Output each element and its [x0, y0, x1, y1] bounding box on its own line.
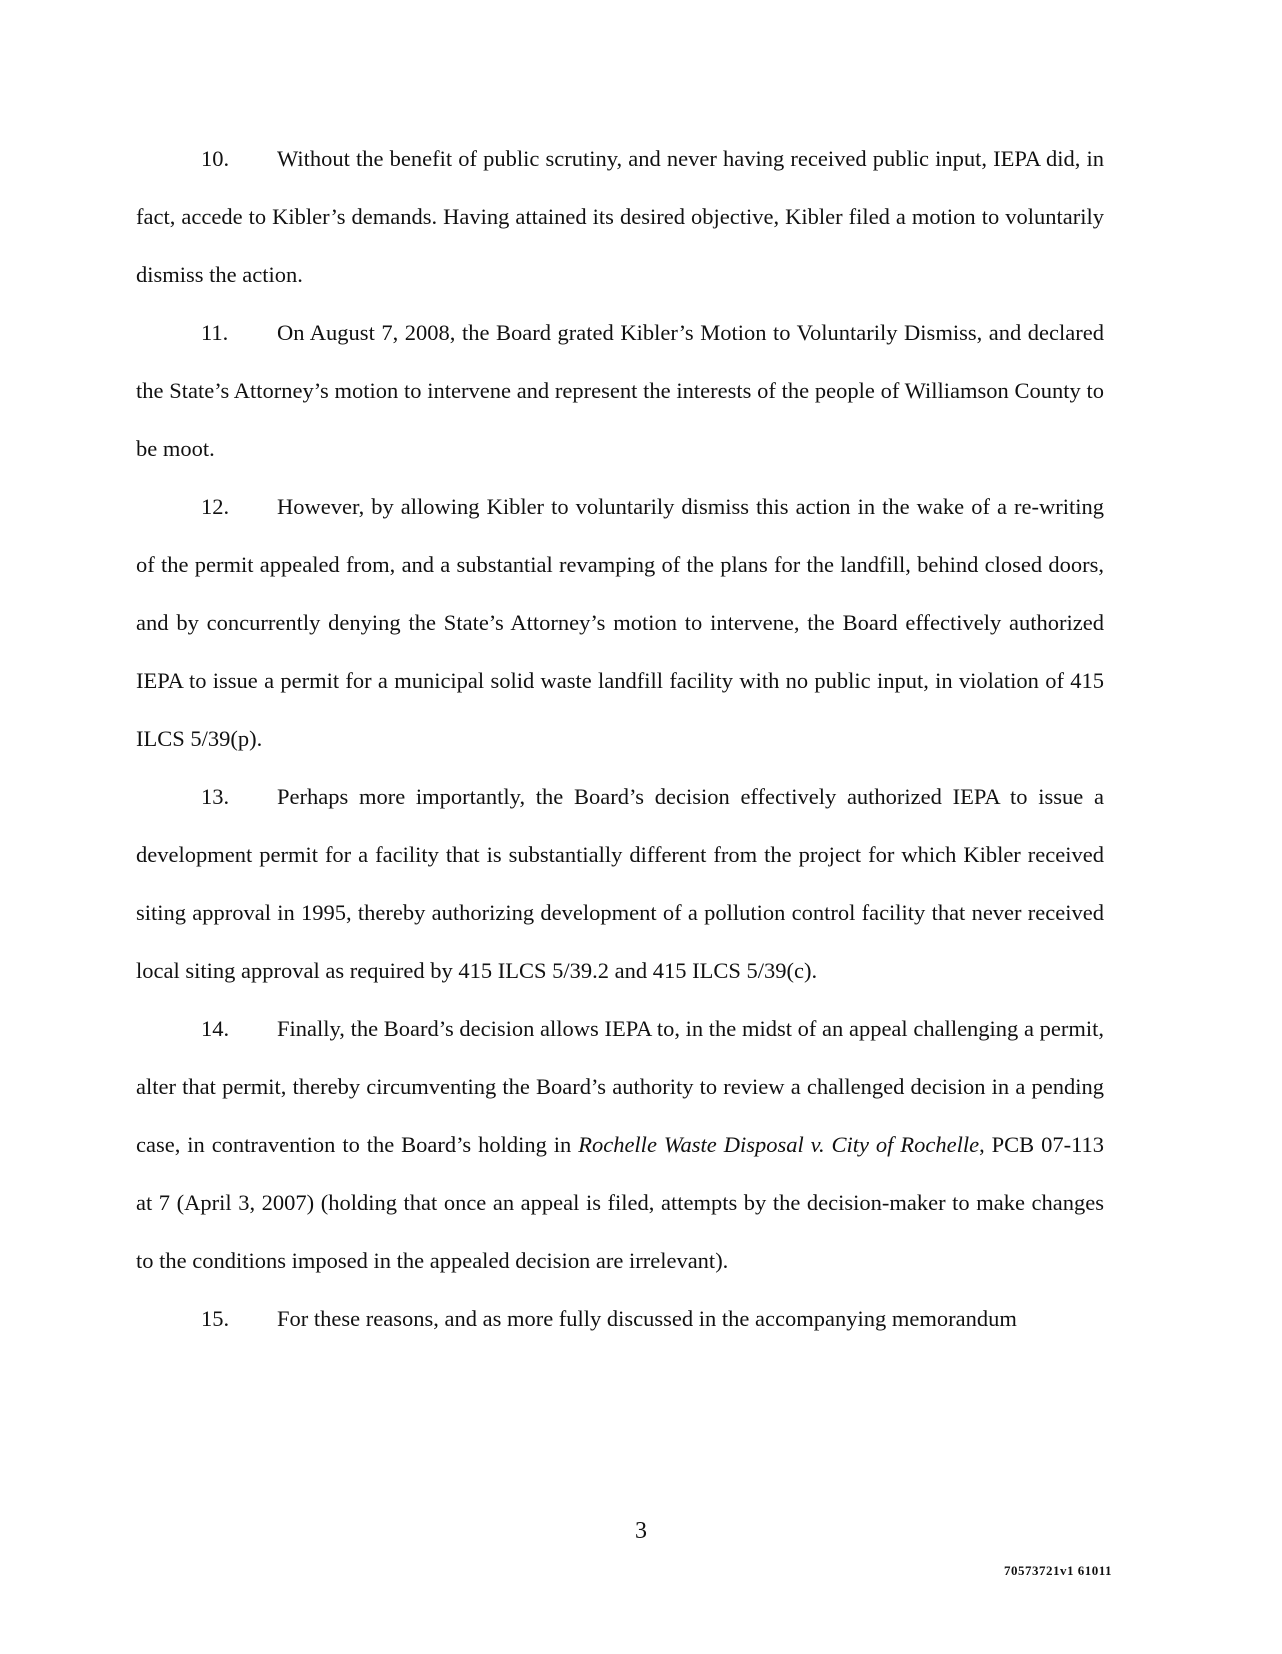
- paragraph-11: [136, 304, 1104, 478]
- paragraph-14: [136, 1000, 1104, 1290]
- paragraph-10: [136, 130, 1104, 304]
- paragraph-text-before-citation: Finally, the Board’s decision allows IEPA to, in the midst of an appeal challenging a permit, alter that permit, thereby circumventing the Board’s authority to review a challenged decision in a pending case, in contravention to the Board’s holding in: [136, 1016, 1104, 1157]
- paragraph-text: For these reasons, and as more fully discussed in the accompanying memorandum: [277, 1306, 1017, 1331]
- paragraph-text: Without the benefit of public scrutiny, and never having received public input, IEPA did, in fact, accede to Kibler’s demands. Having attained its desired objective, Kibler filed a motion to voluntarily dismiss the action.: [136, 146, 1104, 287]
- document-id: 70573721v1 61011: [1003, 1563, 1112, 1578]
- paragraph-13: [136, 768, 1104, 1000]
- document-body: [136, 130, 1104, 1348]
- page-number: 3: [635, 1518, 647, 1544]
- paragraph-text: However, by allowing Kibler to voluntarily dismiss this action in the wake of a re-writing of the permit appealed from, and a substantial revamping of the plans for the landfill, behind closed doors, and by concurrently denying the State’s Attorney’s motion to intervene, the Board effectively authorized IEPA to issue a permit for a municipal solid waste landfill facility with no public input, in violation of 415 ILCS 5/39(p).: [136, 494, 1104, 751]
- paragraph-text: On August 7, 2008, the Board grated Kibler’s Motion to Voluntarily Dismiss, and declared the State’s Attorney’s motion to intervene and represent the interests of the people of Williamson County to be moot.: [136, 320, 1104, 461]
- paragraph-text: Perhaps more importantly, the Board’s decision effectively authorized IEPA to issue a development permit for a facility that is substantially different from the project for which Kibler received siting approval in 1995, thereby authorizing development of a pollution control facility that never received local siting approval as required by 415 ILCS 5/39.2 and 415 ILCS 5/39(c).: [136, 784, 1104, 983]
- paragraph-number: 10.: [201, 146, 230, 171]
- case-citation: Rochelle Waste Disposal v. City of Rochelle: [578, 1132, 980, 1157]
- paragraph-number: 12.: [201, 494, 230, 519]
- paragraph-text-after-citation: , PCB 07-113 at 7 (April 3, 2007) (holding that once an appeal is filed, attempts by the decision-maker to make changes to the conditions imposed in the appealed decision are irrelevant).: [136, 1132, 1104, 1273]
- paragraph-12: [136, 478, 1104, 768]
- paragraph-15: [136, 1290, 1104, 1348]
- paragraph-number: 14.: [201, 1016, 230, 1041]
- paragraph-number: 11.: [201, 320, 229, 345]
- paragraph-number: 13.: [201, 784, 230, 809]
- paragraph-number: 15.: [201, 1306, 230, 1331]
